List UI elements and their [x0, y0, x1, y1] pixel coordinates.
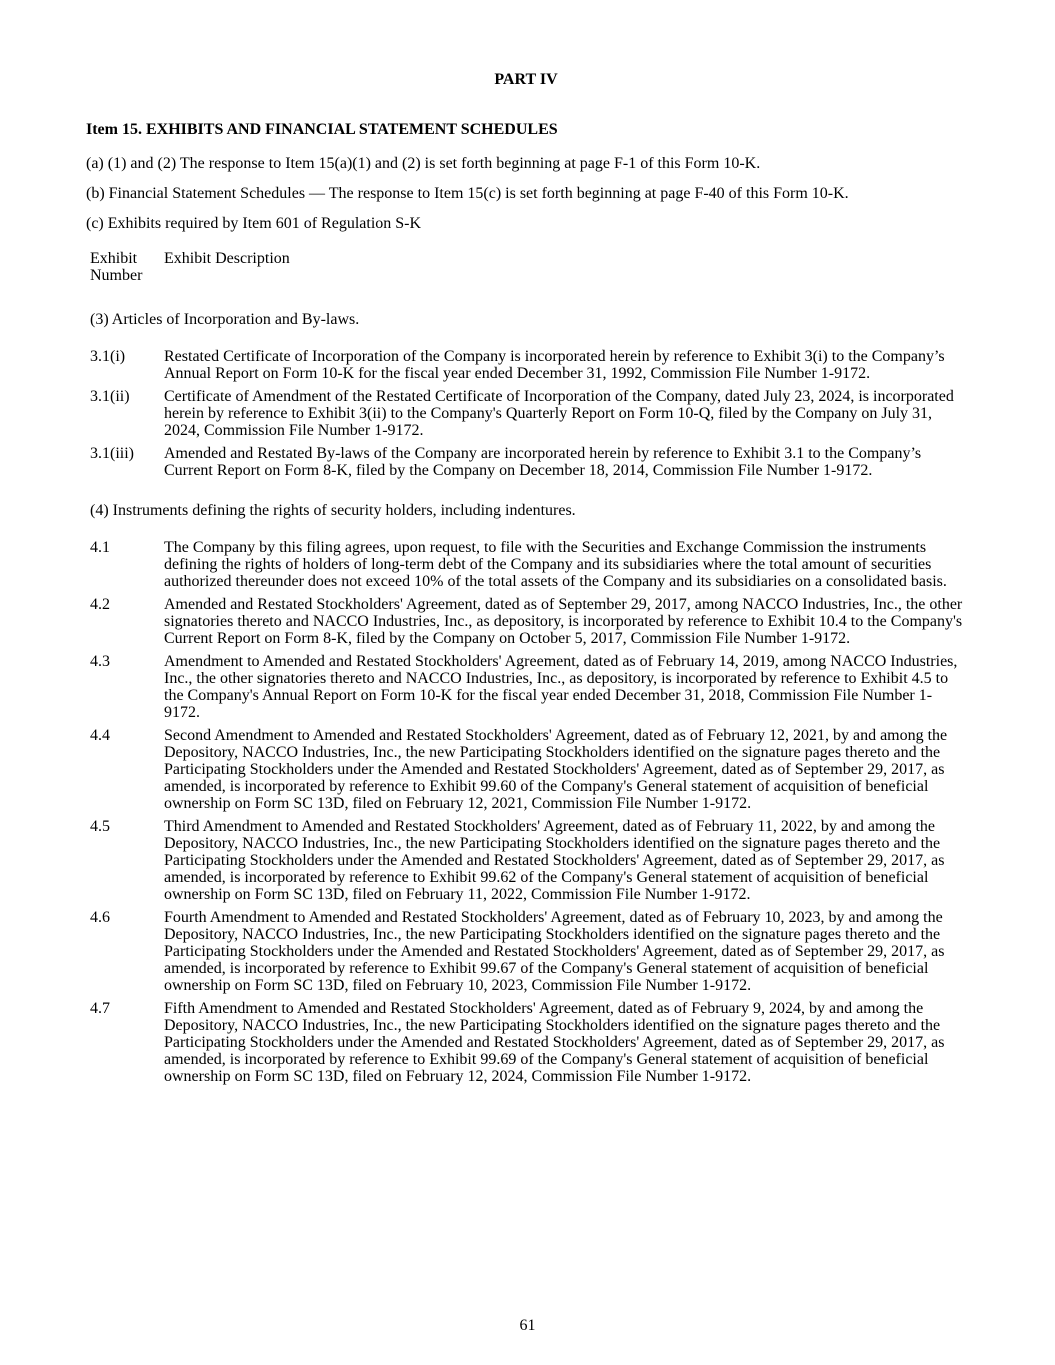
exhibit-description-header: Exhibit Description	[164, 250, 290, 267]
exhibit-number: 4.1	[90, 539, 110, 556]
page-number: 61	[519, 1317, 536, 1334]
exhibit-number: 4.3	[90, 653, 110, 670]
section-spacer	[86, 485, 966, 501]
part-title: PART IV	[494, 71, 558, 88]
paragraph-a: (a) (1) and (2) The response to Item 15(a)(1) and (2) is set forth beginning at page F-1 of this Form 10-K.	[86, 155, 761, 172]
exhibit-description: Restated Certificate of Incorporation of the Company is incorporated herein by reference to Exhibit 3(i) to the Company’s Annual Report on Form 10-K for the fiscal year ended December 31, 1992, Commission File Number 1-9172.	[164, 348, 945, 382]
exhibit-row	[90, 596, 966, 647]
paragraph-b: (b) Financial Statement Schedules — The response to Item 15(c) is set forth beginning at page F-40 of this Form 10-K.	[86, 185, 849, 202]
exhibit-description: Amended and Restated Stockholders' Agreement, dated as of September 29, 2017, among NACCO Industries, Inc., the other signatories thereto and NACCO Industries, Inc., as depository, is incorporated by reference to Exhibit 10.4 to the Company's Current Report on Form 8-K, filed by the Company on October 5, 2017, Commission File Number 1-9172.	[164, 596, 963, 647]
exhibit-number: 4.4	[90, 727, 110, 744]
exhibit-row	[90, 1000, 966, 1085]
exhibit-description: Second Amendment to Amended and Restated Stockholders' Agreement, dated as of February 12, 2021, by and among the Depository, NACCO Industries, Inc., the new Participating Stockholders identified on the signature pages thereto and the Participating Stockholders under the Amended and Restated Stockholders' Agreement, dated as of September 29, 2017, as amended, is incorporated by reference to Exhibit 99.60 of the Company's General statement of acquisition of beneficial ownership on Form SC 13D, filed on February 12, 2021, Commission File Number 1-9172.	[164, 727, 948, 812]
exhibit-description: Amended and Restated By-laws of the Company are incorporated herein by reference to Exhibit 3.1 to the Company’s Current Report on Form 8-K, filed by the Company on December 18, 2014, Commission File Number 1-9172.	[164, 445, 922, 479]
section-label-articles: (3) Articles of Incorporation and By-laws.	[90, 311, 360, 328]
exhibit-number: 4.6	[90, 909, 110, 926]
exhibit-list-instruments	[90, 539, 966, 1085]
exhibit-description: Certificate of Amendment of the Restated Certificate of Incorporation of the Company, dated July 23, 2024, is incorporated herein by reference to Exhibit 3(ii) to the Company's Quarterly Report on Form 10-Q, filed by the Company on July 31, 2024, Commission File Number 1-9172.	[164, 388, 954, 439]
exhibit-number: 4.7	[90, 1000, 110, 1017]
document-page	[86, 70, 966, 1091]
exhibit-description: Fourth Amendment to Amended and Restated Stockholders' Agreement, dated as of February 10, 2023, by and among the Depository, NACCO Industries, Inc., the new Participating Stockholders identified on the signature pages thereto and the Participating Stockholders under the Amended and Restated Stockholders' Agreement, dated as of September 29, 2017, as amended, is incorporated by reference to Exhibit 99.67 of the Company's General statement of acquisition of beneficial ownership on Form SC 13D, filed on February 10, 2023, Commission File Number 1-9172.	[164, 909, 945, 994]
exhibit-row	[90, 909, 966, 994]
exhibit-number: 4.2	[90, 596, 110, 613]
exhibit-number-header: Exhibit Number	[90, 250, 143, 284]
exhibit-description: The Company by this filing agrees, upon request, to file with the Securities and Exchange Commission the instruments defining the rights of holders of long-term debt of the Company and its subsidiaries where the total amount of securities authorized thereunder does not exceed 10% of the total assets of the Company and its subsidiaries on a consolidated basis.	[164, 539, 947, 590]
exhibit-number: 3.1(ii)	[90, 388, 130, 405]
exhibit-row	[90, 653, 966, 721]
exhibit-description: Amendment to Amended and Restated Stockholders' Agreement, dated as of February 14, 2019, among NACCO Industries, Inc., the other signatories thereto and NACCO Industries, Inc., as depository, is incorporated by reference to Exhibit 4.5 to the Company's Annual Report on Form 10-K for the fiscal year ended December 31, 2018, Commission File Number 1-9172.	[164, 653, 958, 721]
paragraph-c: (c) Exhibits required by Item 601 of Regulation S-K	[86, 215, 422, 232]
exhibit-number: 3.1(iii)	[90, 445, 134, 462]
item-heading: Item 15. EXHIBITS AND FINANCIAL STATEMENT SCHEDULES	[86, 121, 558, 138]
section-label-instruments: (4) Instruments defining the rights of security holders, including indentures.	[90, 502, 576, 519]
exhibit-number: 3.1(i)	[90, 348, 126, 365]
exhibit-row	[90, 445, 966, 479]
exhibit-row	[90, 727, 966, 812]
exhibit-row	[90, 388, 966, 439]
exhibit-row	[90, 348, 966, 382]
exhibit-list-articles	[90, 348, 966, 479]
exhibit-table-header	[90, 250, 966, 284]
exhibit-description: Fifth Amendment to Amended and Restated Stockholders' Agreement, dated as of February 9, 2024, by and among the Depository, NACCO Industries, Inc., the new Participating Stockholders identified on the signature pages thereto and the Participating Stockholders under the Amended and Restated Stockholders' Agreement, dated as of September 29, 2017, as amended, is incorporated by reference to Exhibit 99.69 of the Company's General statement of acquisition of beneficial ownership on Form SC 13D, filed on February 12, 2024, Commission File Number 1-9172.	[164, 1000, 945, 1085]
exhibit-row	[90, 539, 966, 590]
exhibit-description: Third Amendment to Amended and Restated Stockholders' Agreement, dated as of February 11, 2022, by and among the Depository, NACCO Industries, Inc., the new Participating Stockholders identified on the signature pages thereto and the Participating Stockholders under the Amended and Restated Stockholders' Agreement, dated as of September 29, 2017, as amended, is incorporated by reference to Exhibit 99.62 of the Company's General statement of acquisition of beneficial ownership on Form SC 13D, filed on February 11, 2022, Commission File Number 1-9172.	[164, 818, 945, 903]
exhibit-number: 4.5	[90, 818, 110, 835]
exhibit-row	[90, 818, 966, 903]
